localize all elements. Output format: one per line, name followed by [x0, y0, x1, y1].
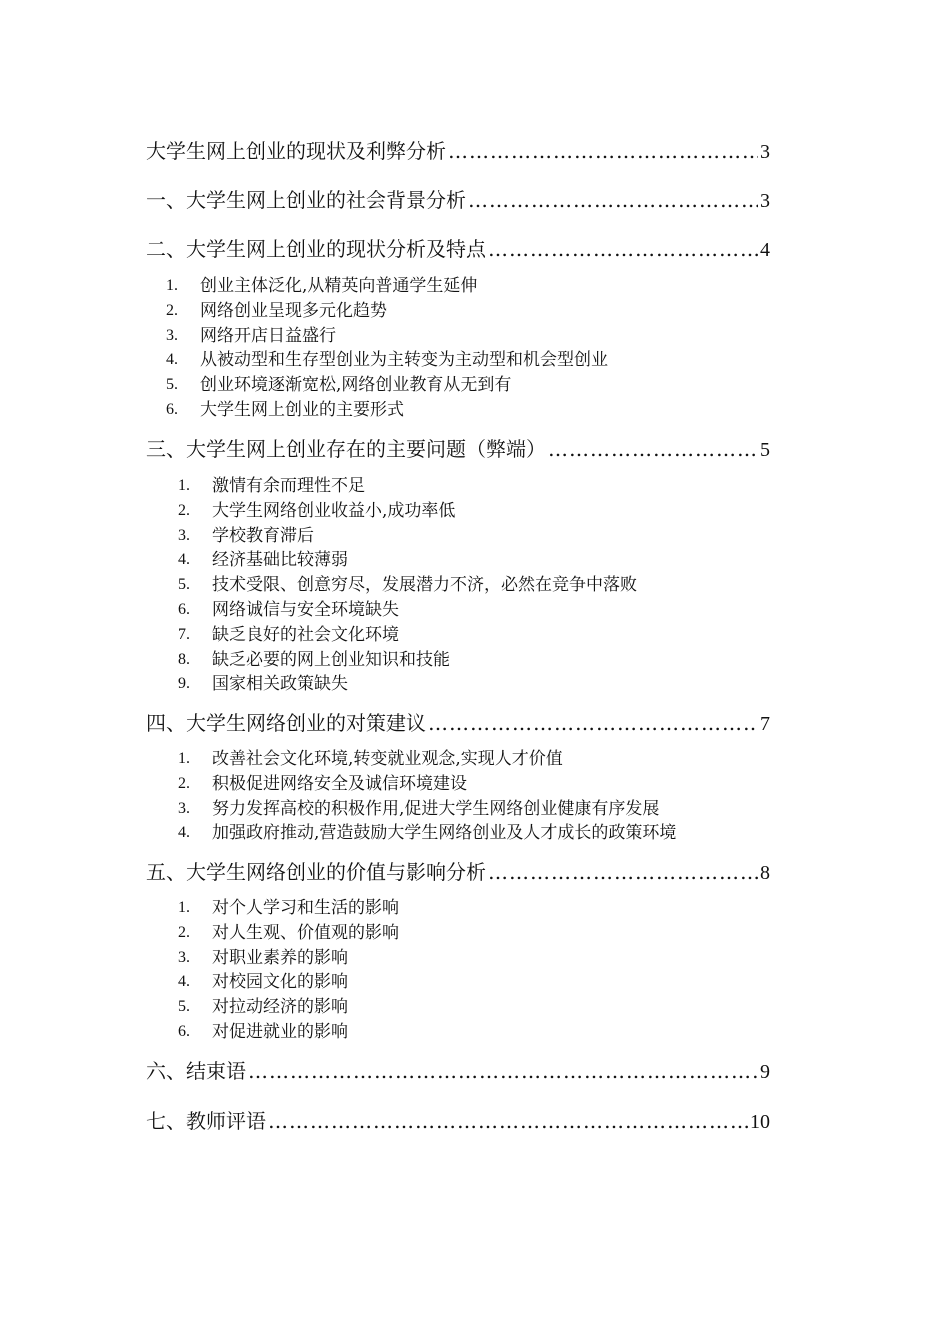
list-item-text: 加强政府推动,营造鼓励大学生网络创业及人才成长的政策环境	[212, 823, 677, 844]
list-item-text: 经济基础比较薄弱	[212, 550, 348, 571]
list-item[interactable]	[178, 896, 399, 921]
list-item[interactable]	[178, 548, 637, 573]
list-item-text: 激情有余而理性不足	[212, 476, 365, 496]
list-item-text: 对拉动经济的影响	[212, 997, 348, 1018]
list-item-text: 对人生观、价值观的影响	[212, 922, 399, 943]
list-item-text: 对个人学习和生活的影响	[212, 898, 399, 918]
toc-entry-label: 三、大学生网上创业存在的主要问题（弊端）	[146, 437, 546, 461]
list-item-text: 努力发挥高校的积极作用,促进大学生网络创业健康有序发展	[212, 798, 660, 819]
list-item-number: 2.	[178, 774, 190, 792]
toc-entry-section-4[interactable]	[146, 708, 770, 738]
toc-entry-section-5[interactable]	[146, 857, 770, 887]
toc-entry-section-7[interactable]	[146, 1106, 770, 1136]
toc-entry-section-1[interactable]	[146, 185, 770, 215]
list-item[interactable]	[166, 373, 608, 398]
list-item-text: 对校园文化的影响	[212, 972, 348, 993]
list-item-number: 2.	[178, 923, 190, 941]
list-item-text: 大学生网络创业收益小,成功率低	[212, 500, 456, 521]
toc-leader-dots	[268, 1106, 748, 1136]
list-item-text: 对促进就业的影响	[212, 1021, 348, 1042]
list-item-text: 网络诚信与安全环境缺失	[212, 599, 399, 620]
list-item[interactable]	[166, 274, 608, 299]
list-item-number: 4.	[178, 824, 190, 842]
list-item-number: 5.	[166, 376, 178, 394]
list-item-number: 1.	[178, 750, 190, 767]
list-item-number: 3.	[178, 948, 190, 966]
list-item[interactable]	[178, 474, 637, 499]
list-item[interactable]	[178, 573, 637, 598]
list-item[interactable]	[166, 398, 608, 423]
toc-page-number: 10	[750, 1111, 770, 1133]
list-item-text: 缺乏必要的网上创业知识和技能	[212, 649, 450, 670]
list-item-number: 7.	[178, 625, 190, 643]
list-item-number: 6.	[178, 1022, 190, 1040]
list-item[interactable]	[178, 648, 637, 673]
list-item-text: 对职业素养的影响	[212, 947, 348, 968]
list-item[interactable]	[178, 747, 676, 772]
list-item[interactable]	[166, 324, 608, 349]
section-4-sublist	[178, 747, 676, 846]
toc-entry-title[interactable]	[146, 136, 770, 166]
toc-entry-section-2[interactable]	[146, 234, 770, 264]
toc-entry-label: 七、教师评语	[146, 1109, 266, 1133]
list-item-number: 4.	[178, 973, 190, 991]
toc-leader-dots	[488, 234, 758, 264]
list-item-number: 3.	[166, 326, 178, 344]
toc-leader-dots	[468, 185, 758, 215]
list-item-text: 大学生网上创业的主要形式	[200, 399, 404, 420]
toc-page-number: 3	[760, 141, 770, 163]
list-item[interactable]	[178, 921, 399, 946]
toc-entry-label: 大学生网上创业的现状及利弊分析	[146, 139, 446, 163]
list-item[interactable]	[178, 821, 676, 846]
list-item[interactable]	[178, 499, 637, 524]
list-item-number: 8.	[178, 650, 190, 668]
toc-page-number: 3	[760, 190, 770, 212]
toc-leader-dots	[488, 857, 758, 887]
list-item-text: 国家相关政策缺失	[212, 674, 348, 695]
list-item-number: 3.	[178, 526, 190, 544]
toc-entry-label: 六、结束语	[146, 1059, 246, 1083]
list-item-number: 4.	[166, 351, 178, 369]
toc-page-number: 8	[760, 862, 770, 884]
list-item-text: 改善社会文化环境,转变就业观念,实现人才价值	[212, 749, 563, 769]
list-item-text: 技术受限、创意穷尽，发展潜力不济，必然在竞争中落败	[212, 575, 637, 596]
list-item-text: 创业主体泛化,从精英向普通学生延伸	[200, 276, 478, 296]
list-item-number: 2.	[178, 501, 190, 519]
list-item[interactable]	[178, 946, 399, 971]
list-item-text: 网络创业呈现多元化趋势	[200, 300, 387, 321]
list-item-text: 缺乏良好的社会文化环境	[212, 624, 399, 645]
toc-entry-label: 五、大学生网络创业的价值与影响分析	[146, 860, 486, 884]
list-item-number: 2.	[166, 301, 178, 319]
list-item[interactable]	[178, 672, 637, 697]
list-item-number: 1.	[166, 277, 178, 294]
toc-leader-dots	[548, 434, 758, 464]
list-item[interactable]	[178, 1020, 399, 1045]
list-item[interactable]	[166, 299, 608, 324]
toc-page-number: 5	[760, 439, 770, 461]
toc-entry-label: 一、大学生网上创业的社会背景分析	[146, 188, 466, 212]
toc-entry-label: 四、大学生网络创业的对策建议	[146, 711, 426, 735]
list-item-number: 1.	[178, 477, 190, 494]
toc-leader-dots	[448, 136, 758, 166]
list-item-text: 从被动型和生存型创业为主转变为主动型和机会型创业	[200, 350, 608, 371]
list-item-number: 5.	[178, 998, 190, 1016]
list-item-text: 学校教育滞后	[212, 525, 314, 546]
list-item-number: 4.	[178, 551, 190, 569]
toc-page-number: 4	[760, 239, 770, 261]
toc-entry-section-6[interactable]	[146, 1056, 770, 1086]
list-item-number: 1.	[178, 899, 190, 916]
list-item-number: 6.	[178, 600, 190, 618]
section-2-sublist	[166, 274, 608, 423]
list-item-text: 创业环境逐渐宽松,网络创业教育从无到有	[200, 375, 512, 396]
list-item[interactable]	[178, 772, 676, 797]
list-item[interactable]	[166, 348, 608, 373]
list-item[interactable]	[178, 524, 637, 549]
list-item-number: 5.	[178, 576, 190, 594]
list-item-text: 积极促进网络安全及诚信环境建设	[212, 773, 467, 794]
toc-leader-dots	[248, 1056, 758, 1086]
toc-entry-section-3[interactable]	[146, 434, 770, 464]
toc-entry-label: 二、大学生网上创业的现状分析及特点	[146, 237, 486, 261]
list-item[interactable]	[178, 995, 399, 1020]
list-item[interactable]	[178, 970, 399, 995]
toc-page-number: 9	[760, 1061, 770, 1083]
toc-leader-dots	[428, 708, 758, 738]
list-item[interactable]	[178, 797, 676, 822]
section-3-sublist	[178, 474, 637, 697]
toc-page-number: 7	[760, 713, 770, 735]
list-item-number: 6.	[166, 400, 178, 418]
list-item[interactable]	[178, 598, 637, 623]
list-item-number: 3.	[178, 799, 190, 817]
list-item-text: 网络开店日益盛行	[200, 325, 336, 346]
section-5-sublist	[178, 896, 399, 1045]
list-item[interactable]	[178, 623, 637, 648]
list-item-number: 9.	[178, 675, 190, 693]
